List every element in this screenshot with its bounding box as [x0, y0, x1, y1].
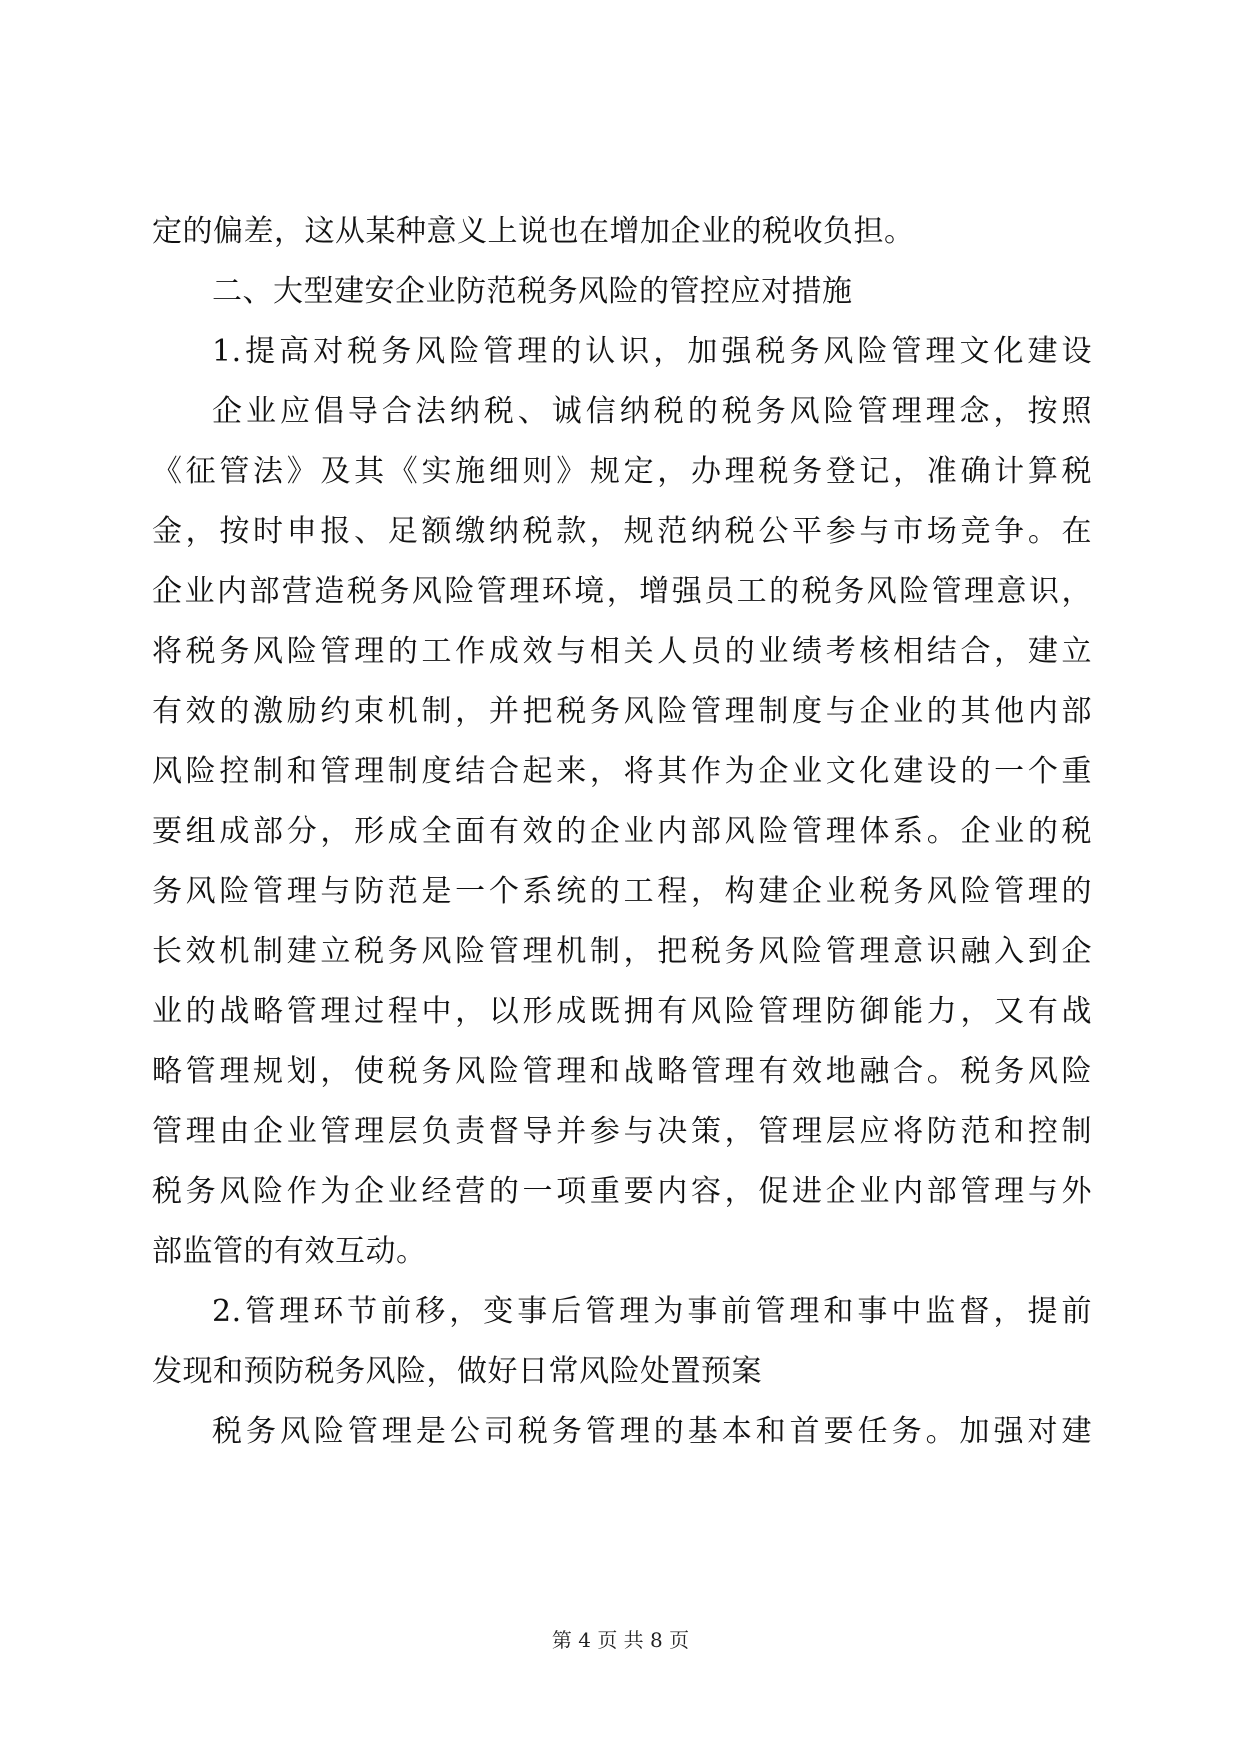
text-line: 长效机制建立税务风险管理机制，把税务风险管理意识融入到企: [152, 934, 1092, 969]
text-line: 管理由企业管理层负责督导并参与决策，管理层应将防范和控制: [152, 1114, 1092, 1149]
text-line: 业的战略管理过程中，以形成既拥有风险管理防御能力，又有战: [152, 994, 1092, 1029]
text-line: 企业应倡导合法纳税、诚信纳税的税务风险管理理念，按照: [212, 394, 1092, 429]
text-line: 定的偏差，这从某种意义上说也在增加企业的税收负担。: [152, 214, 915, 249]
text-line: 部监管的有效互动。: [152, 1234, 427, 1269]
text-line: 有效的激励约束机制，并把税务风险管理制度与企业的其他内部: [152, 694, 1092, 729]
text-line: 2.管理环节前移，变事后管理为事前管理和事中监督，提前: [212, 1294, 1092, 1329]
text-line: 税务风险作为企业经营的一项重要内容，促进企业内部管理与外: [152, 1174, 1092, 1209]
text-line: 1.提高对税务风险管理的认识，加强税务风险管理文化建设: [212, 334, 1092, 369]
text-line: 略管理规划，使税务风险管理和战略管理有效地融合。税务风险: [152, 1054, 1092, 1089]
text-line: 风险控制和管理制度结合起来，将其作为企业文化建设的一个重: [152, 754, 1092, 789]
text-line: 税务风险管理是公司税务管理的基本和首要任务。加强对建: [212, 1414, 1092, 1449]
text-line: 二、大型建安企业防范税务风险的管控应对措施: [212, 274, 853, 309]
text-line: 发现和预防税务风险，做好日常风险处置预案: [152, 1354, 762, 1389]
text-line: 《征管法》及其《实施细则》规定，办理税务登记，准确计算税: [152, 454, 1092, 489]
text-line: 金，按时申报、足额缴纳税款，规范纳税公平参与市场竞争。在: [152, 514, 1092, 549]
body-text: [152, 202, 1092, 1462]
text-line: 企业内部营造税务风险管理环境，增强员工的税务风险管理意识，: [152, 574, 1092, 609]
page-footer: 第 4 页 共 8 页: [551, 1628, 690, 1652]
text-line: 务风险管理与防范是一个系统的工程，构建企业税务风险管理的: [152, 874, 1092, 909]
text-line: 将税务风险管理的工作成效与相关人员的业绩考核相结合，建立: [152, 634, 1092, 669]
text-line: 要组成部分，形成全面有效的企业内部风险管理体系。企业的税: [152, 814, 1092, 849]
